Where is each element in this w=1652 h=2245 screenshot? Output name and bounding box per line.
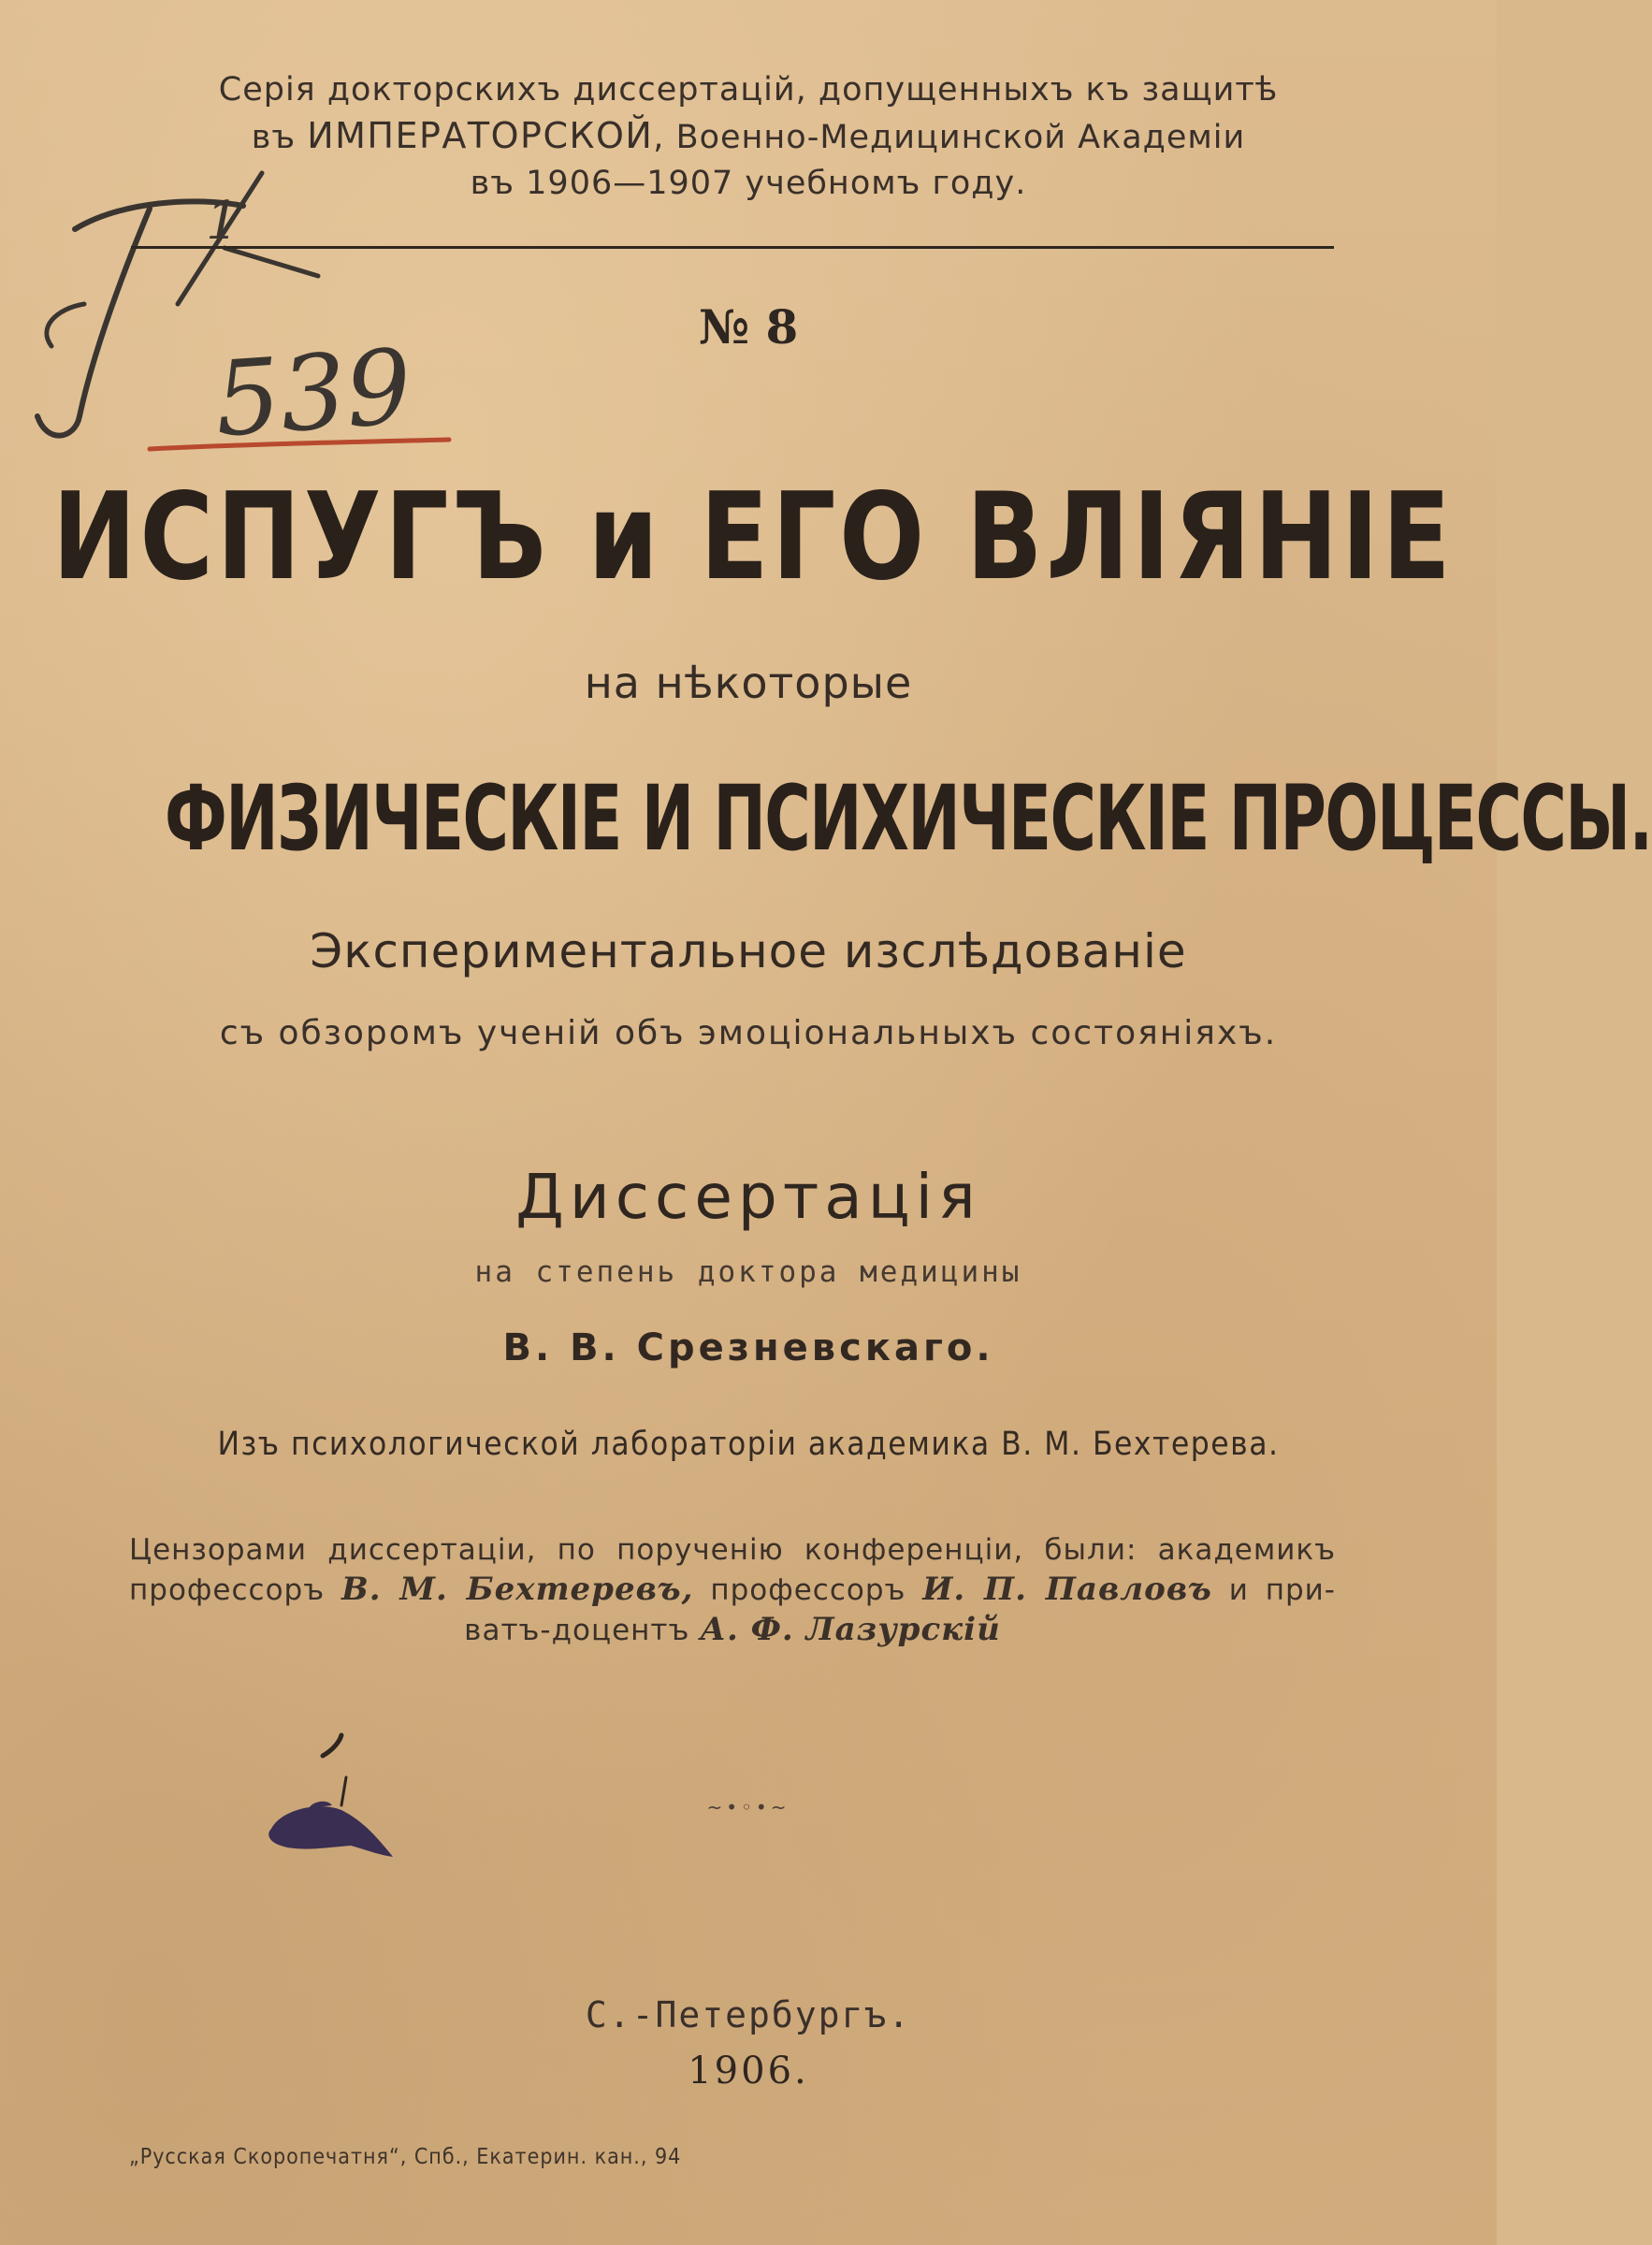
censors-line-2-c: и при- (1228, 1573, 1336, 1607)
header-divider (131, 246, 1334, 249)
censors-paragraph (129, 1530, 1336, 1650)
secondary-title: ФИЗИЧЕСКІЕ И ПСИХИЧЕСКІЕ ПРОЦЕССЫ. (165, 766, 1652, 871)
subtitle-connector: на нѣкоторые (584, 658, 913, 708)
censors-line-3 (129, 1610, 1336, 1650)
censor-name-2: И. П. Павловъ (922, 1571, 1212, 1608)
series-line-3: въ 1906—1907 учебномъ году. (470, 165, 1027, 202)
censor-name-1: В. М. Бехтеревъ, (341, 1571, 694, 1608)
censors-line-2-b: профессоръ (710, 1573, 906, 1607)
shelfmark-fraction-bottom: 539 (210, 326, 415, 460)
censor-name-3: А. Ф. Лазурскій (700, 1611, 1001, 1648)
shelfmark-fraction-top: 1 (206, 191, 239, 252)
series-line-2-prefix: въ (251, 119, 297, 156)
printer-line: „Русская Скоропечатня“, Спб., Екатерин. кан., 94 (129, 2145, 682, 2169)
imprint-city: С.-Петербургъ. (585, 1994, 912, 2035)
author-name: В. В. Срезневскаго. (502, 1326, 994, 1369)
issue-number: № 8 (698, 299, 799, 355)
dissertation-label: Диссертація (515, 1161, 981, 1233)
main-title: ИСПУГЪ и ЕГО ВЛІЯНІЕ (52, 468, 1455, 607)
censors-line-2-a: профессоръ (129, 1573, 326, 1607)
series-line-2-caps: ИМПЕРАТОРСКОЙ (307, 115, 654, 156)
degree-line: на степень доктора медицины (474, 1255, 1022, 1289)
ornament-divider: ~•◦•~ (706, 1796, 790, 1818)
study-type: Экспериментальное изслѣдованіе (310, 924, 1187, 978)
censors-line-3-a: ватъ-доцентъ (464, 1614, 690, 1647)
imprint-year: 1906. (688, 2049, 809, 2093)
series-line-1: Серія докторскихъ диссертацій, допущенныхъ къ защитѣ (218, 71, 1279, 109)
censors-line-1: Цензорами диссертаціи, по порученію конференціи, были: академикъ (129, 1533, 1336, 1567)
censors-line-2 (129, 1570, 1336, 1610)
series-header (0, 67, 1497, 207)
series-line-2-rest: Военно-Медицинской Академіи (675, 119, 1246, 156)
study-scope: съ обзоромъ ученій объ эмоціональныхъ состояніяхъ. (219, 1014, 1278, 1052)
laboratory-line: Изъ психологической лабораторіи академика В. М. Бехтерева. (217, 1426, 1280, 1463)
series-line-2: въ ИМПЕРАТОРСКОЙ, Военно-Медицинской Академіи (251, 115, 1246, 156)
